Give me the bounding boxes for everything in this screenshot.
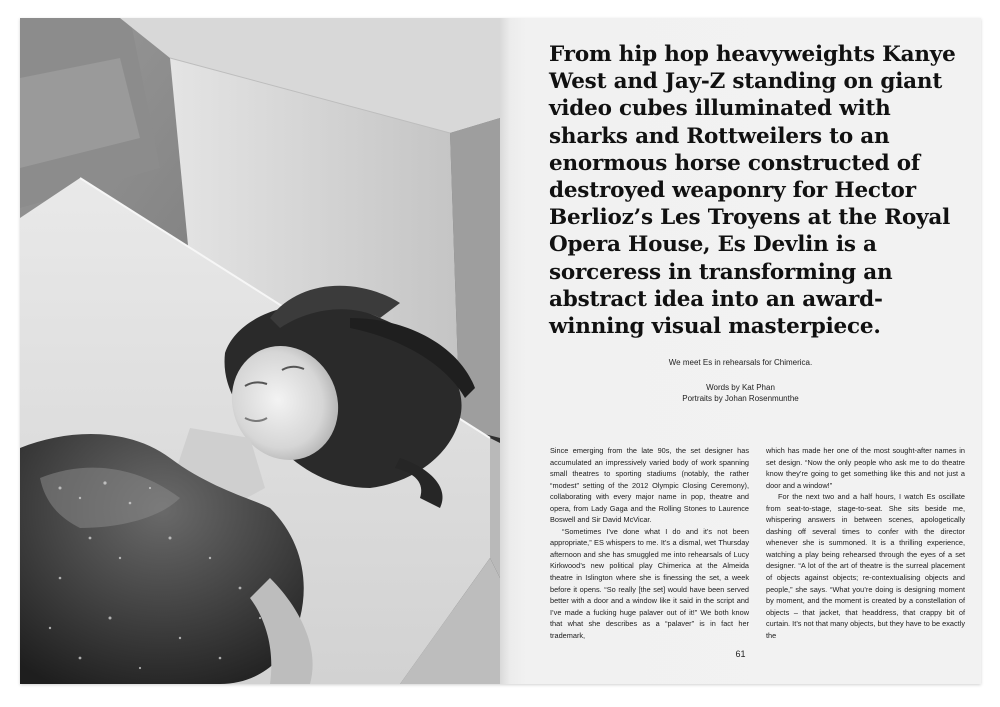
byline bbox=[500, 382, 981, 404]
body-paragraph: “Sometimes I’ve done what I do and it’s not been appropriate,” ES whispers to me. It’s a dismal, wet Thursday afternoon and she has smuggled me into rehearsals of Lucy Kirkwood’s new political play Chimerica at the Almeida theatre in Islington where she is finessing the set, a week before it opens. “So really [the set] would have been served better with a door and a window like it said in the script and I’ve made a fucking huge palaver out of it!” We both know that what she describes as a “palaver” is in fact her trademark, bbox=[550, 526, 749, 640]
article-intro: We meet Es in rehearsals for Chimerica. bbox=[668, 358, 813, 367]
pull-quote: From hip hop heavyweights Kanye West and Jay-Z standing on giant video cubes illuminated with sharks and Rottweilers to an enormous horse constructed of destroyed weaponry for Hector Berlioz’s Les Troyens at the Royal Opera House, Es Devlin is a sorceress in transforming an abstract idea into an award-winning visual masterpiece. bbox=[549, 42, 956, 340]
body-column-2 bbox=[766, 445, 965, 641]
body-paragraph: which has made her one of the most sought-after names in set design. “Now the only people who ask me to do theatre know they’re going to get something like this and not just a door and a window!” bbox=[766, 446, 965, 490]
body-column-1 bbox=[550, 445, 749, 641]
body-paragraph: Since emerging from the late 90s, the set designer has accumulated an impressively varied body of work spanning small theatres to sporting stadiums (notably, the rather “modest” setting of the 2012 Olympic Closing Ceremony), collaborating with every major name in pop, theatre and opera, from Lady Gaga and the Rolling Stones to Laurence Boswell and Sir David McVicar. bbox=[550, 446, 749, 525]
words-credit: Words by Kat Phan bbox=[706, 383, 775, 392]
page-number: 61 bbox=[735, 649, 746, 659]
magazine-spread bbox=[20, 18, 981, 684]
article-page bbox=[500, 18, 981, 684]
body-paragraph: For the next two and a half hours, I watch Es oscillate from seat-to-stage, stage-to-seat. She sits beside me, whispering answers in between scenes, apologetically dashing off several times to confer with the director whenever she is summoned. It is a thrilling experience, watching a play being rehearsed through the eyes of a set designer. “A lot of the art of theatre is the surreal placement of objects against objects; re-contextualising objects and people,” she says. “What you’re doing is designing moment by moment, and the moment is created by a constellation of objects – that jacket, that headdress, that crappy bit of curtain. It’s not that many objects, but they have to be exactly the bbox=[766, 492, 965, 640]
portrait-photo bbox=[20, 18, 500, 684]
portrait-photo-illustration bbox=[20, 18, 500, 684]
portraits-credit: Portraits by Johan Rosenmunthe bbox=[682, 394, 799, 403]
